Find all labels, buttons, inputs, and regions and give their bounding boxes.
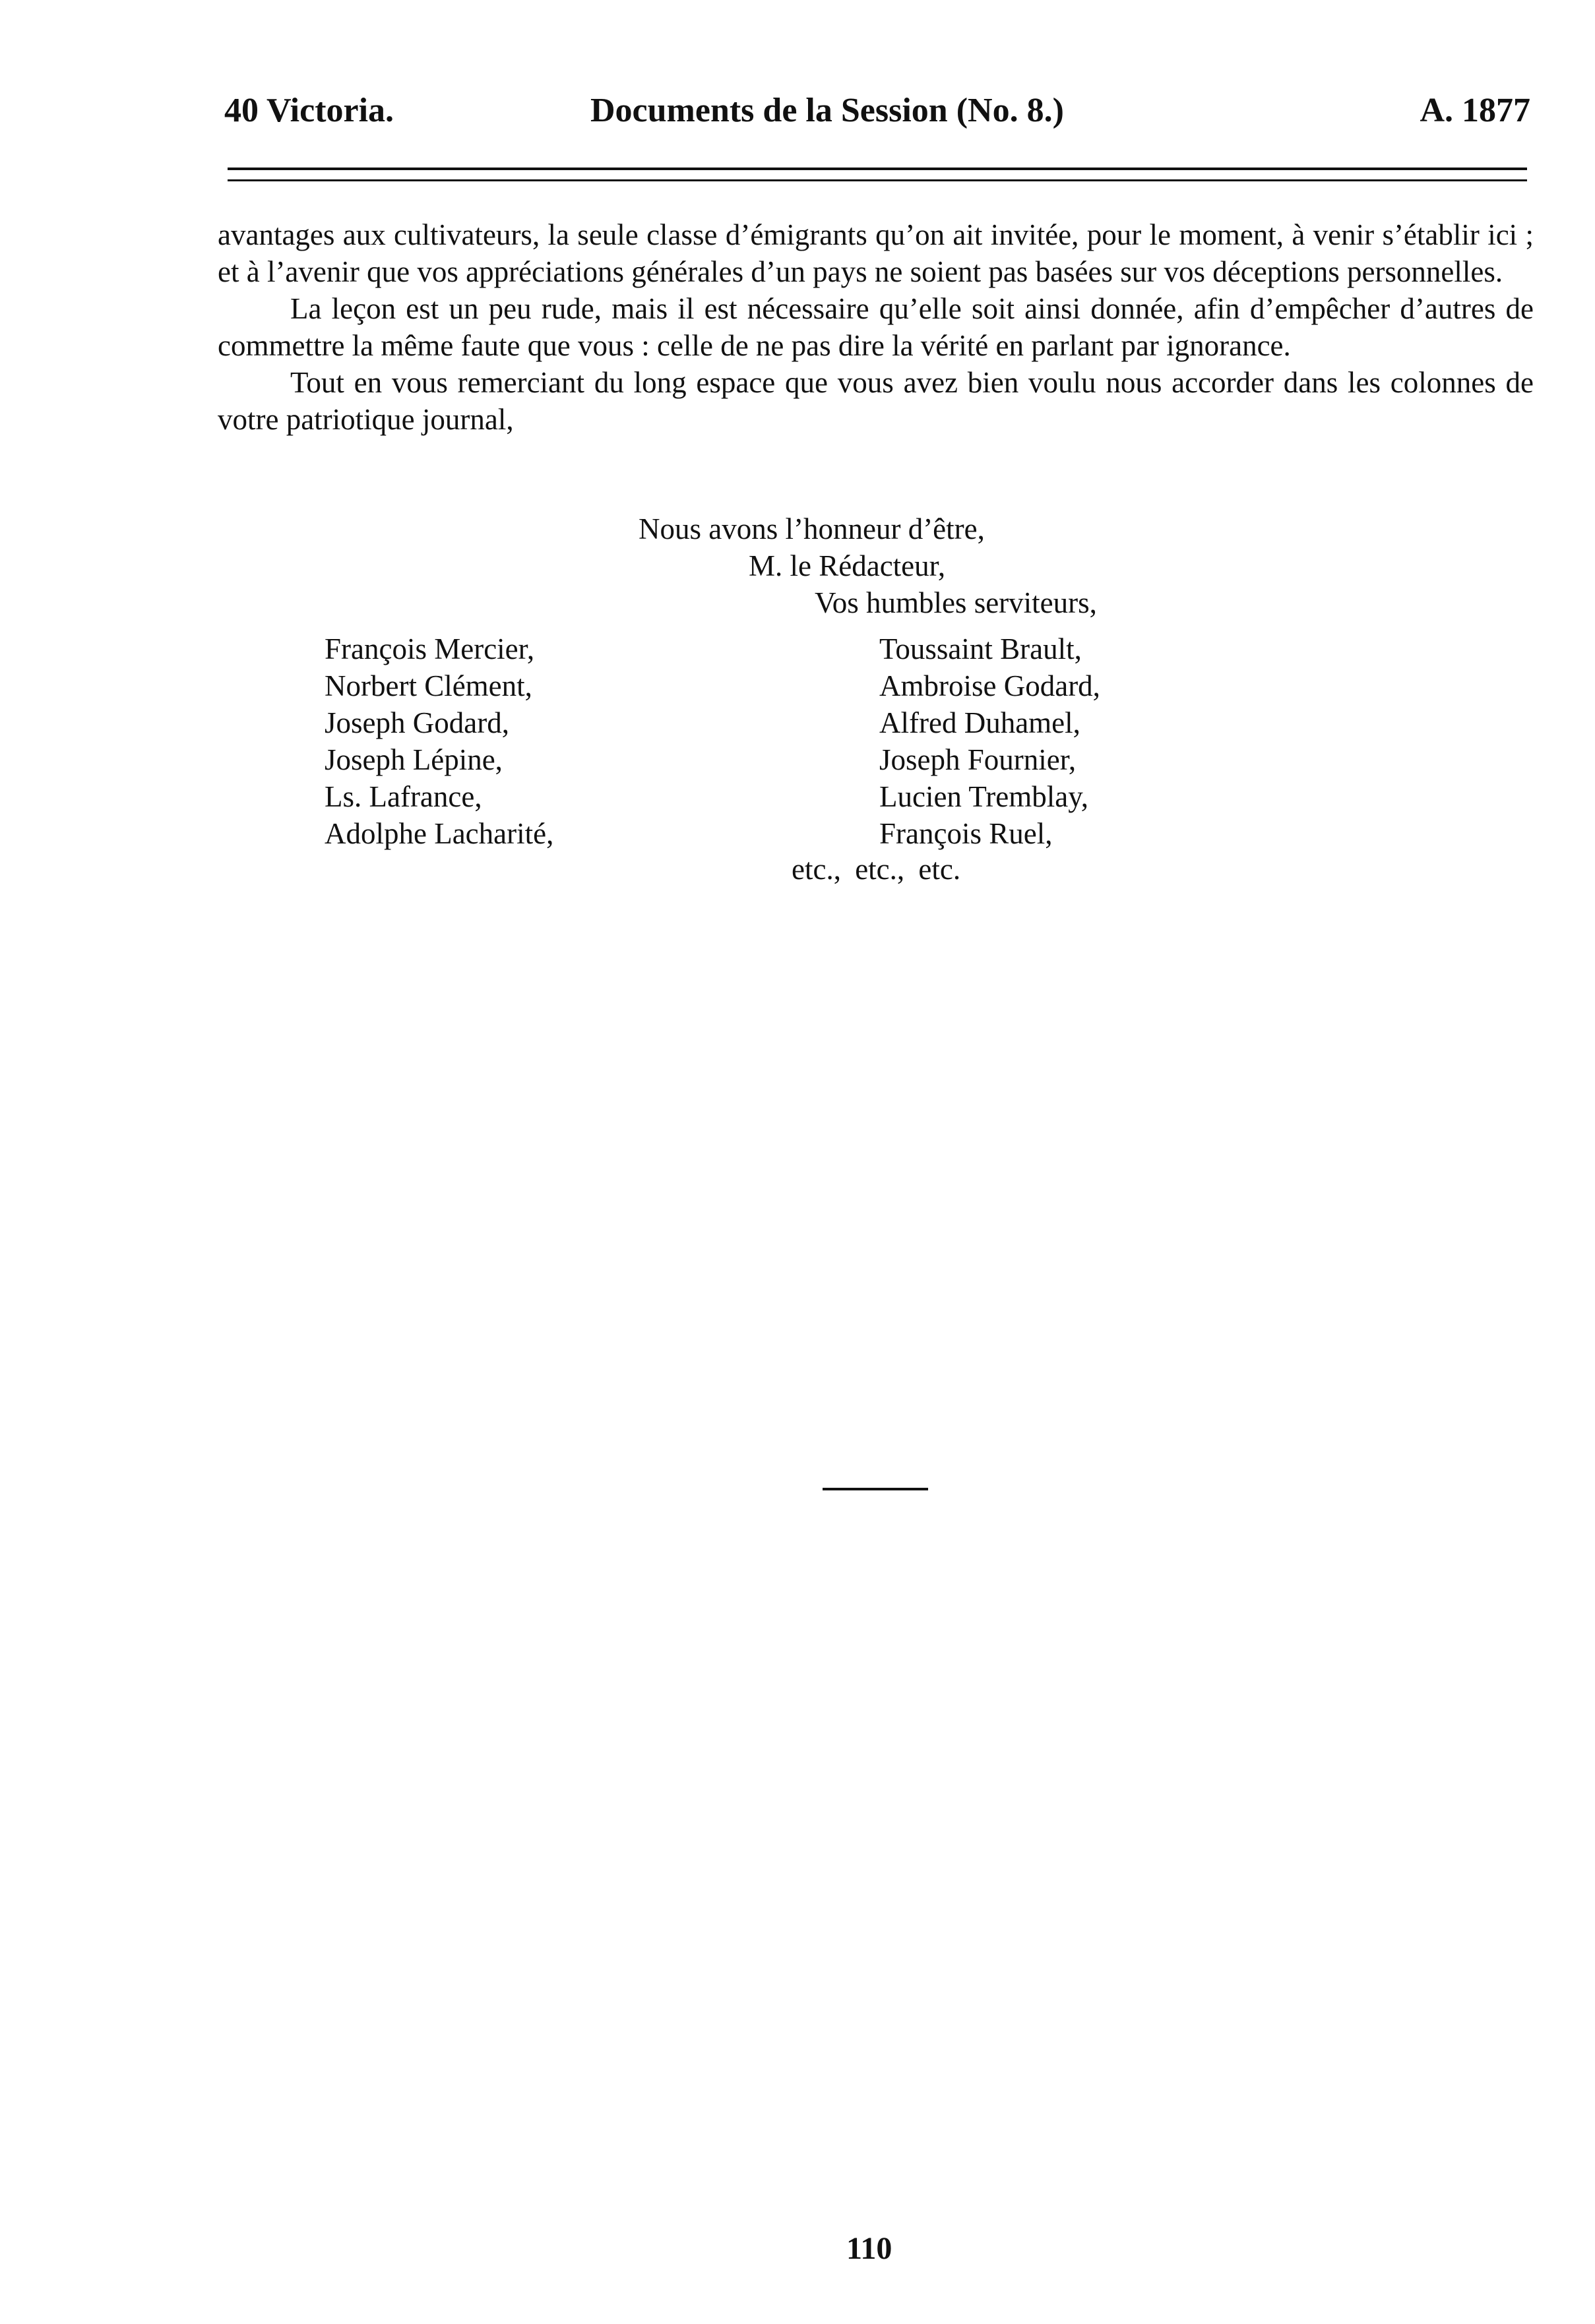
section-divider	[823, 1488, 928, 1490]
paragraph: avantages aux cultivateurs, la seule classe d’émigrants qu’on ait invitée, pour le moment, à venir s’établir ici ; et à l’avenir que vos appréciations générales d’un pays ne soient pas basées sur vos déceptions personnelles.	[218, 218, 1534, 288]
letter-body	[218, 216, 1534, 438]
signature-name: Joseph Godard,	[325, 706, 509, 739]
signature-name: Adolphe Lacharité,	[325, 817, 554, 850]
header-rule-lower	[228, 179, 1527, 181]
signature-name: Ambroise Godard,	[879, 669, 1100, 702]
signatures-right-column	[879, 630, 1100, 852]
signature-name: Joseph Lépine,	[325, 743, 503, 776]
signature-name: Ls. Lafrance,	[325, 780, 482, 813]
etc-line: etc., etc., etc.	[792, 853, 961, 886]
signatures-left-column	[325, 630, 553, 852]
closing-line: Nous avons l’honneur d’être,	[639, 512, 985, 545]
header-rule-upper	[228, 168, 1527, 170]
signature-name: François Ruel,	[879, 817, 1053, 850]
header-regnal-year: 40 Victoria.	[224, 92, 394, 129]
header-year: A. 1877	[1420, 92, 1530, 129]
page-header	[224, 84, 1530, 137]
page-number: 110	[846, 2231, 892, 2266]
signature-name: Toussaint Brault,	[879, 632, 1082, 665]
header-title: Documents de la Session (No. 8.)	[590, 92, 1064, 129]
signature-name: Alfred Duhamel,	[879, 706, 1080, 739]
paragraph: Tout en vous remerciant du long espace que vous avez bien voulu nous accorder dans les colonnes de votre patriotique journal,	[218, 366, 1534, 436]
closing-signoff: Vos humbles serviteurs,	[815, 586, 1097, 619]
closing-salutation: M. le Rédacteur,	[749, 549, 946, 582]
signature-name: François Mercier,	[325, 632, 535, 665]
paragraph: La leçon est un peu rude, mais il est nécessaire qu’elle soit ainsi donnée, afin d’empêcher d’autres de commettre la même faute que vous : celle de ne pas dire la vérité en parlant par ignorance.	[218, 292, 1534, 362]
signature-name: Norbert Clément,	[325, 669, 532, 702]
signature-name: Joseph Fournier,	[879, 743, 1077, 776]
signature-name: Lucien Tremblay,	[879, 780, 1089, 813]
